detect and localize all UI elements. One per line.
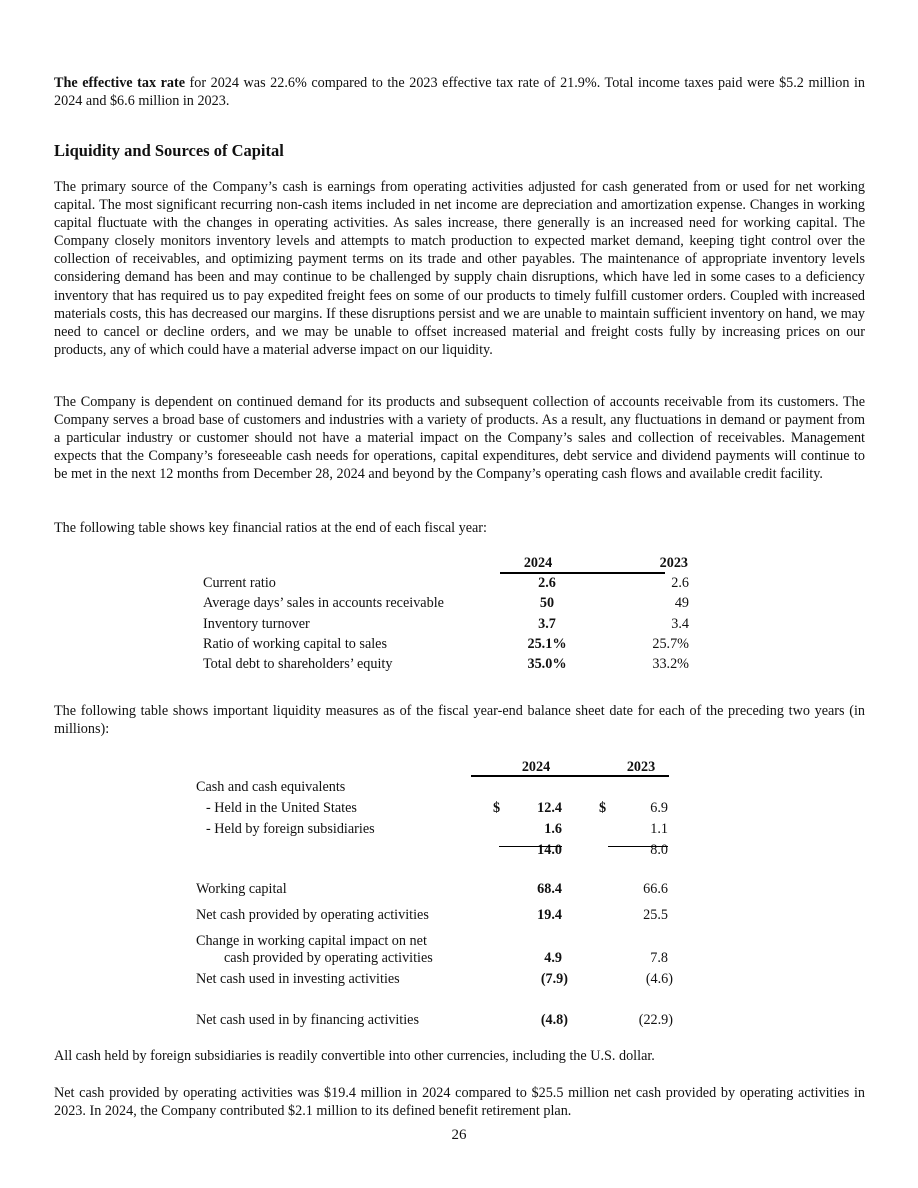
table-row [0,655,918,673]
table-row [0,615,918,633]
row-label: Net cash used in investing activities [196,971,400,987]
table-row [0,970,918,988]
value-2023: 3.4 [671,616,689,632]
subtotal-rule [499,846,562,847]
value-2023: (22.9) [638,1012,673,1028]
tax-rate-lead: The effective tax rate [54,75,185,91]
value-2023: 6.9 [650,800,668,816]
page-number: 26 [451,1127,467,1143]
sources-paragraph: The primary source of the Company’s cash is earnings from operating activities adjusted for cash generated from or used for net working capital. The most significant recurring non-cash items included in net income are depreciation and amortization expense. Changes in working capital fluctuate with the changes in operating activities. As sales increase, there generally is an increased need for working capital. The Company closely monitors inventory levels and attempts to match production to expected market demand, keeping tight control over the collection of receivables, and optimizing payment terms on its trade and other payables. The maintenance of appropriate inventory levels considering demand has been and may continue to be challenged by supply chain disruptions, which have led in some cases to a deficiency inventory that has required us to pay expedited freight fees on some of our products to timely fulfill customer orders. Coupled with increased materials costs, this has decreased our margins. If these disruptions persist and we are unable to maintain sufficient inventory on hand, we may need to cancel or decline orders, and we may be unable to offset increased material and freight costs fully by increasing prices on our products, any of which could have a material adverse impact on our liquidity. [54,179,865,358]
row-label: Total debt to shareholders’ equity [203,656,393,672]
value-2023: 25.7% [652,636,689,652]
table-row [0,906,918,924]
value-2024: 1.6 [544,821,562,837]
value-2024: 68.4 [537,881,562,897]
value-2023: 1.1 [650,821,668,837]
table-row [0,933,918,967]
row-label: - Held in the United States [206,800,357,816]
row-label: Inventory turnover [203,616,310,632]
value-2023: 49 [674,595,689,611]
liquidity-header-2023: 2023 [626,759,656,775]
header-rule [471,775,669,777]
value-2024: 19.4 [537,907,562,923]
value-2024: 35.0% [527,656,567,672]
tax-rate-paragraph [54,74,865,110]
table-row [0,820,918,838]
row-label: Net cash provided by operating activities [196,907,429,923]
foreign-cash-paragraph: All cash held by foreign subsidiaries is readily convertible into other currencies, including the U.S. dollar. [54,1048,655,1064]
row-label: - Held by foreign subsidiaries [206,821,375,837]
table-row [0,841,918,859]
liquidity-intro: The following table shows important liquidity measures as of the fiscal year-end balance sheet date for each of the preceding two years (in millions): [54,703,865,738]
row-label: Working capital [196,881,287,897]
subtotal-rule [608,846,668,847]
value-2024: 14.0 [537,842,562,858]
table-row [0,594,918,612]
value-2024: (7.9) [540,971,568,987]
table-row [0,635,918,653]
table-row [0,880,918,898]
liquidity-header-2024: 2024 [521,759,551,775]
ratios-header-2024: 2024 [523,555,553,571]
value-2024: 12.4 [537,800,562,816]
row-label: Net cash used in by financing activities [196,1012,419,1028]
value-2024: 25.1% [527,636,567,652]
value-2024: 50 [539,595,555,611]
table-row [0,799,918,817]
value-2024: 4.9 [544,950,562,966]
currency-symbol: $ [599,800,607,816]
operating-cash-paragraph: Net cash provided by operating activities was $19.4 million in 2024 compared to $25.5 million net cash provided by operating activities in 2023. In 2024, the Company contributed $2.1 million to its defined benefit retirement plan. [54,1085,865,1120]
row-label: Average days’ sales in accounts receivable [203,595,444,611]
ratios-intro: The following table shows key financial ratios at the end of each fiscal year: [54,520,487,536]
value-2023: 7.8 [650,950,668,966]
section-heading: Liquidity and Sources of Capital [54,141,284,160]
row-label: Change in working capital impact on net [196,933,427,949]
value-2024: (4.8) [540,1012,568,1028]
table-row [0,1011,918,1029]
tax-rate-text: for 2024 was 22.6% compared to the 2023 effective tax rate of 21.9%. Total income taxes paid were $5.2 million in 2024 and $6.6 million in 2023. [54,75,866,110]
value-2023: 2.6 [671,575,689,591]
value-2023: 25.5 [643,907,668,923]
value-2023: (4.6) [645,971,673,987]
dependence-paragraph: The Company is dependent on continued demand for its products and subsequent collection of accounts receivable from its customers. The Company serves a broad base of customers and industries with a variety of products. As a result, any fluctuations in demand or payment from a particular industry or customer should not have a material impact on the Company’s sales and collection of receivables. Management expects that the Company’s foreseeable cash needs for operations, capital expenditures, debt service and dividend payments will continue to be met in the next 12 months from December 28, 2024 and beyond by the Company’s operating cash flows and available credit facility. [54,394,865,483]
value-2023: 8.0 [650,842,668,858]
row-label: Cash and cash equivalents [196,779,346,795]
value-2024: 3.7 [538,616,556,632]
row-label: Ratio of working capital to sales [203,636,388,652]
ratios-header-2023: 2023 [659,555,688,571]
row-label-continued: cash provided by operating activities [224,950,433,966]
value-2023: 33.2% [652,656,689,672]
currency-symbol: $ [493,800,501,816]
row-label: Current ratio [203,575,276,591]
value-2024: 2.6 [538,575,556,591]
table-row [0,574,918,592]
value-2023: 66.6 [643,881,668,897]
